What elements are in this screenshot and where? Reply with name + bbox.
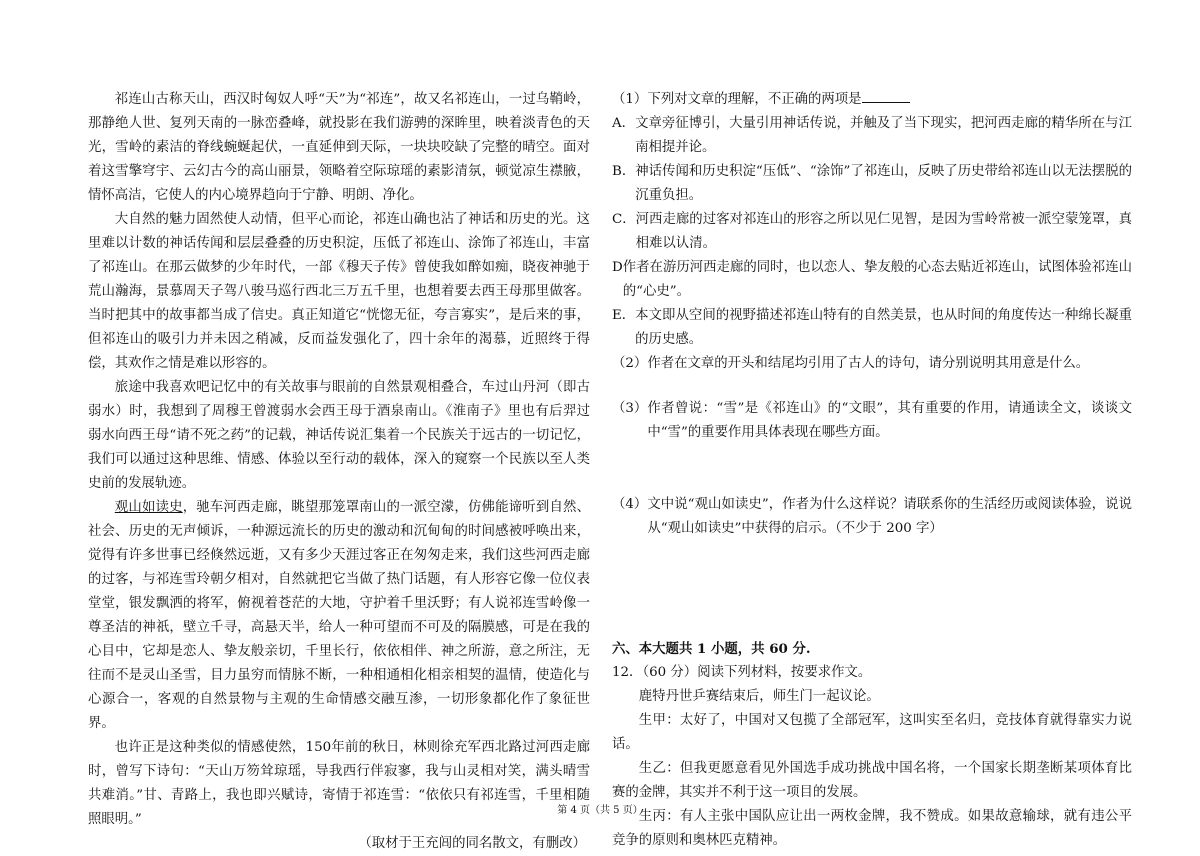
option-b — [612, 160, 1132, 208]
option-b-text: 神话传闻和历史积淀“压低”、“涂饰”了祁连山，反映了历史带给祁连山以无法摆脱的沉重负担。 — [635, 164, 1132, 203]
passage-column — [88, 88, 590, 856]
material-student-c: 生丙：有人主张中国队应让出一两枚金牌，我不赞成。如果故意输球，就有违公平竞争的原则和奥林匹克精神。 — [612, 809, 1132, 848]
option-a — [612, 112, 1132, 160]
question-4-number: （4） — [612, 497, 648, 512]
question-1 — [612, 88, 1132, 112]
option-c-text: 河西走廊的过客对祁连山的形容之所以见仁见智，是因为雪岭常被一派空蒙笼罩，真相难以认清。 — [635, 212, 1132, 251]
questions-column — [612, 88, 1132, 853]
option-c — [612, 208, 1132, 256]
answer-space-3 — [612, 445, 1132, 493]
question-12: 12．（60 分）阅读下列材料，按要求作文。 — [612, 665, 872, 680]
option-d-text: 作者在游历河西走廊的同时，也以恋人、挚友般的心态去贴近祁连山，试图体验祁连山的“心史”。 — [622, 260, 1132, 299]
passage-paragraph-4-text: ，驰车河西走廊，眺望那笼罩南山的一派空濛，仿佛能谛听到自然、社会、历史的无声倾诉，一种源远流长的历史的激动和沉甸甸的时间感被呼唤出来，觉得有许多世事已经倏然远逝，又有多少天涯过客正在匆匆走来，我们这些河西走廊的过客，与祁连雪玲朝夕相对，自然就把它当做了热门话题，有人形容它像一位仪表堂堂，银发飘洒的将军，俯视着苍茫的大地，守护着千里沃野；有人说祁连雪岭像一尊圣洁的神祇，壁立千寻，高悬天半，给人一种可望而不可及的隔膜感，可是在我的心目中，它却是恋人、挚友般亲切，千里长行，依依相伴、神之所游，意之所注，无往而不是灵山圣雪，目力虽穷而情脉不断，一种相通相化相亲相契的温情，使造化与心源合一，客观的自然景物与主观的生命情感交融互渗，一切形象都化作了象征世界。 — [88, 500, 591, 731]
option-e-text: 本文即从空间的视野描述祁连山特有的自然美景，也从时间的角度传达一种绵长凝重的历史感。 — [635, 308, 1132, 347]
page-footer: 第 4 页（共 5 页） — [557, 805, 643, 816]
option-c-letter: C． — [612, 212, 636, 227]
option-b-letter: B． — [612, 164, 636, 179]
question-2-text: 作者在文章的开头和结尾均引用了古人的诗句，请分别说明其用意是什么。 — [647, 356, 1090, 371]
question-3-number: （3） — [612, 401, 648, 416]
material-student-b: 生乙：但我更愿意看见外国选手成功挑战中国名将，一个国家长期垄断某项体育比赛的金牌，其实并不利于这一项目的发展。 — [612, 761, 1132, 800]
question-1-number: （1） — [612, 92, 648, 107]
question-2 — [612, 352, 1132, 376]
answer-space-4 — [612, 541, 1132, 637]
answer-space-2 — [612, 376, 1132, 397]
material-student-a: 生甲：太好了，中国对又包揽了全部冠军，这叫实至名归，竞技体育就得靠实力说话。 — [612, 713, 1132, 752]
question-4 — [612, 493, 1132, 541]
question-3-text: 作者曾说：“雪”是《祁连山》的“文眼”，其有重要的作用，请通读全文，谈谈文中“雪”的重要作用具体表现在哪些方面。 — [647, 401, 1132, 440]
question-3 — [612, 397, 1132, 445]
answer-blank[interactable] — [862, 88, 910, 103]
question-1-text: 下列对文章的理解，不正确的两项是 — [647, 92, 862, 107]
option-d — [612, 256, 1132, 304]
option-a-letter: A． — [612, 116, 636, 131]
passage-paragraph-5: 也许正是这种类似的情感使然，150年前的秋日，林则徐充军西北路过河西走廊时，曾写下诗句：“天山万笏耸琼瑶，导我西行伴寂寥，我与山灵相对笑，满头晴雪共难消。”甘、青路上，我也即兴赋诗，寄情于祁连雪：“依依只有祁连雪，千里相随照眼明。” — [88, 740, 590, 827]
passage-paragraph-4 — [88, 496, 590, 736]
section-6-title: 六、本大题共 1 小题，共 60 分. — [612, 641, 811, 657]
underlined-phrase: 观山如读史 — [114, 500, 183, 515]
passage-paragraph-1: 祁连山古称天山，西汉时匈奴人呼“天”为“祁连”，故又名祁连山，一过乌鞘岭，那静绝人世、复列天南的一脉峦叠峰，就投影在我们游骋的深眸里，映着淡青色的天光，雪岭的素洁的脊线蜿蜒起伏，一直延伸到天际，一块块咬缺了完整的晴空。面对着这雪擎穹宇、云幻古今的高山丽景，领略着空际琼瑶的素影清氛，顿觉凉生襟腋，情怀高洁，它使人的内心境界趋向于宁静、明朗、净化。 — [88, 92, 590, 203]
question-2-number: （2） — [612, 356, 648, 371]
question-4-text: 文中说“观山如读史”，作者为什么这样说？请联系你的生活经历或阅读体验，说说从“观山如读史”中获得的启示。（不少于 200 字） — [647, 497, 1132, 536]
material-intro: 鹿特丹世乒赛结束后，师生门一起议论。 — [638, 689, 880, 704]
option-e-letter: E． — [612, 308, 636, 323]
passage-paragraph-3: 旅途中我喜欢吧记忆中的有关故事与眼前的自然景观相叠合，车过山丹河（即古弱水）时，我想到了周穆王曾渡弱水会西王母于酒泉南山。《淮南子》里也有后羿过弱水向西王母“请不死之药”的记载，神话传说汇集着一个民族关于远古的一切记忆，我们可以通过这种思维、情感、体验以至行动的载体，深入的窥察一个民族以至人类史前的发展轨迹。 — [88, 380, 590, 491]
passage-paragraph-2: 大自然的魅力固然使人动情，但平心而论，祁连山确也沾了神话和历史的光。这里难以计数的神话传闻和层层叠叠的历史积淀，压低了祁连山、涂饰了祁连山，丰富了祁连山。在那云做梦的少年时代，一部《穆天子传》曾使我如醉如痴，晓夜神驰于荒山瀚海，景慕周天子驾八骏马巡行西北三万五千里，也想着要去西王母那里做客。当时把其中的故事都当成了信史。真正知道它“恍惚无征，夸言寡实”，是后来的事，但祁连山的吸引力并未因之稍减，反而益发强化了，四十余年的渴慕，近照终于得偿，其欢作之情是难以形容的。 — [88, 212, 590, 371]
option-a-text: 文章旁征博引，大量引用神话传说，并触及了当下现实，把河西走廊的精华所在与江南相提并论。 — [635, 116, 1132, 155]
passage-source: （取材于王充闾的同名散文，有删改） — [358, 836, 586, 851]
option-d-letter: D — [612, 260, 623, 275]
option-e — [612, 304, 1132, 352]
